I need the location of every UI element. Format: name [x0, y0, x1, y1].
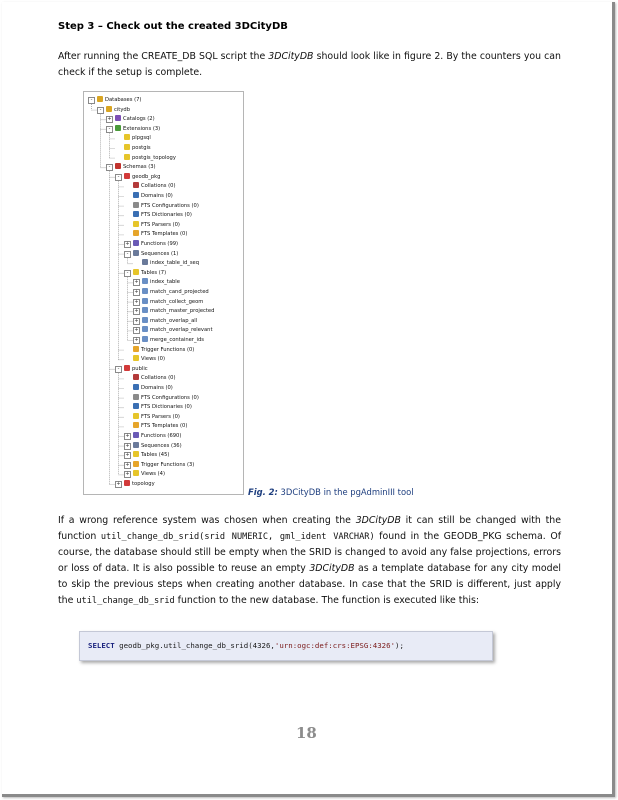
expand-toggle-icon[interactable]: +	[134, 279, 139, 286]
code-end: );	[395, 641, 404, 650]
tree-node-icon	[124, 144, 130, 150]
paragraph-text: found in the GEODB_PKG schema. Of course, the database should still be empty when the SRID is changed to avoid any false projections, errors or loss of data. It is also possible to reuse an empty	[58, 531, 561, 574]
paragraph-text: should look like in figure 2. By the counters you can check if the setup is complete.	[58, 51, 561, 78]
paragraph-srid	[58, 513, 561, 609]
tree-node-icon	[115, 115, 121, 121]
tree-node[interactable]	[124, 211, 192, 220]
tree-node-icon	[142, 336, 148, 342]
tree-node-label: match_overlap_relevant	[150, 327, 213, 334]
section-heading: Step 3 – Check out the created 3DCityDB	[58, 21, 288, 32]
tree-node-label: Tables (7)	[141, 269, 167, 276]
tree-node-label: Collations (0)	[141, 375, 176, 382]
tree-node[interactable]	[133, 307, 214, 316]
expand-toggle-icon[interactable]: +	[125, 452, 130, 459]
tree-node[interactable]	[124, 470, 165, 479]
expand-toggle-icon[interactable]: +	[116, 481, 121, 487]
tree-node[interactable]	[106, 115, 155, 124]
tree-node-icon	[124, 154, 130, 160]
inline-code: util_change_db_srid	[76, 596, 175, 606]
paragraph-text: If a wrong reference system was chosen when creating the	[58, 515, 356, 526]
tree-node-icon	[133, 240, 139, 246]
tree-node[interactable]	[124, 451, 169, 460]
collapse-toggle-icon[interactable]: -	[88, 97, 95, 104]
tree-node-icon	[133, 422, 139, 428]
pgadmin-tree-screenshot	[83, 91, 244, 495]
collapse-toggle-icon[interactable]: -	[124, 270, 131, 277]
tree-node-icon	[142, 317, 148, 323]
tree-node[interactable]	[133, 336, 204, 345]
code-call: geodb_pkg.util_change_db_srid(4326,	[114, 641, 275, 650]
tree-node[interactable]	[124, 413, 180, 422]
tree-node-label: Collations (0)	[141, 183, 176, 190]
tree-node-label: Functions (99)	[141, 241, 179, 247]
tree-node-label: postgis	[132, 145, 151, 151]
tree-node-icon	[133, 230, 139, 236]
tree-node-label: Extensions (3)	[123, 125, 161, 132]
tree-node[interactable]	[124, 394, 199, 403]
tree-node-label: Functions (690)	[141, 433, 182, 439]
tree-node[interactable]	[124, 221, 180, 230]
paragraph-text: function to the new database. The function is executed like this:	[174, 595, 480, 606]
tree-node[interactable]	[124, 230, 187, 239]
tree-node-label: Domains (0)	[141, 193, 173, 199]
tree-node-label: match_master_projected	[150, 308, 215, 315]
tree-node-icon	[133, 461, 139, 467]
tree-node-icon	[133, 413, 139, 419]
tree-node-icon	[142, 278, 148, 284]
tree-node-icon	[124, 134, 130, 140]
tree-node[interactable]	[133, 278, 180, 287]
paragraph-text: as a template database for any city model to skip the previous steps when creating another database. In case that the SRID is different, just apply the	[58, 563, 561, 606]
expand-toggle-icon[interactable]: +	[134, 317, 139, 324]
collapse-toggle-icon[interactable]: -	[124, 251, 131, 258]
caption-text: 3DCityDB in the pgAdminIII tool	[277, 487, 414, 497]
tree-node-icon	[133, 182, 139, 188]
tree-node-label: public	[132, 365, 148, 372]
expand-toggle-icon[interactable]: +	[125, 241, 130, 247]
tree-node-icon	[133, 442, 139, 448]
tree-node-label: index_table	[150, 279, 180, 286]
tree-node[interactable]	[106, 125, 160, 134]
tree-node[interactable]	[133, 298, 203, 307]
tree-node-icon	[133, 451, 139, 457]
tree-node[interactable]	[115, 134, 151, 143]
tree-node-label: Catalogs (2)	[123, 116, 155, 123]
expand-toggle-icon[interactable]: +	[125, 442, 130, 449]
tree-node-label: Schemas (3)	[123, 164, 156, 171]
tree-node-icon	[115, 163, 121, 169]
tree-node-icon	[115, 125, 121, 131]
tree-node-label: topology	[132, 481, 155, 487]
tree-node-icon	[133, 250, 139, 256]
tree-node-label: Views (4)	[141, 471, 166, 478]
collapse-toggle-icon[interactable]: -	[115, 366, 122, 373]
expand-toggle-icon[interactable]: +	[125, 461, 130, 468]
tree-node[interactable]	[97, 106, 130, 115]
caption-label: Fig. 2:	[248, 487, 278, 497]
code-string: 'urn:ogc:def:crs:EPSG:4326'	[274, 641, 396, 650]
tree-node-label: match_overlap_all	[150, 317, 198, 324]
emphasis-text: 3DCityDB	[309, 563, 355, 574]
tree-node-icon	[133, 202, 139, 208]
tree-node[interactable]	[115, 480, 155, 489]
tree-node[interactable]	[133, 259, 199, 268]
tree-node-icon	[133, 355, 139, 361]
tree-node[interactable]	[124, 355, 165, 364]
tree-node-label: geodb_pkg	[132, 173, 161, 180]
tree-node-icon	[124, 480, 130, 486]
tree-node[interactable]	[115, 173, 160, 182]
tree-node[interactable]	[88, 96, 141, 105]
tree-node[interactable]	[124, 432, 181, 441]
tree-node-icon	[133, 374, 139, 380]
tree-node-icon	[133, 394, 139, 400]
tree-node-icon	[142, 307, 148, 313]
tree-node-icon	[133, 192, 139, 198]
tree-node[interactable]	[124, 182, 176, 191]
tree-node-label: Sequences (36)	[141, 442, 182, 449]
expand-toggle-icon[interactable]: +	[134, 289, 139, 295]
tree-node-icon	[133, 211, 139, 217]
page-number: 18	[296, 724, 317, 742]
expand-toggle-icon[interactable]: +	[134, 337, 139, 343]
tree-node[interactable]	[124, 240, 178, 249]
tree-node-icon	[133, 403, 139, 409]
tree-node-label: Databases (7)	[105, 97, 142, 103]
expand-toggle-icon[interactable]: +	[134, 327, 139, 334]
tree-node-icon	[133, 269, 139, 275]
expand-toggle-icon[interactable]: +	[107, 116, 112, 123]
tree-node[interactable]	[124, 384, 173, 393]
tree-node[interactable]	[115, 365, 148, 374]
tree-node[interactable]	[124, 192, 173, 201]
tree-node-label: merge_container_ids	[150, 337, 204, 343]
tree-node[interactable]	[133, 317, 197, 326]
tree-node-icon	[106, 106, 112, 112]
tree-node-icon	[124, 173, 130, 179]
tree-node[interactable]	[124, 374, 176, 383]
expand-toggle-icon[interactable]: +	[125, 471, 130, 478]
tree-node-icon	[97, 96, 103, 102]
emphasis-text: 3DCityDB	[268, 51, 314, 62]
tree-node[interactable]	[124, 422, 187, 431]
collapse-toggle-icon[interactable]: -	[106, 164, 113, 171]
tree-node-label: Trigger Functions (3)	[141, 461, 195, 468]
tree-node[interactable]	[133, 288, 209, 297]
code-keyword: SELECT	[88, 641, 115, 650]
code-line	[88, 641, 404, 650]
tree-node-icon	[133, 470, 139, 476]
tree-node-label: FTS Parsers (0)	[141, 413, 180, 420]
tree-node[interactable]	[124, 202, 199, 211]
tree-node-label: Trigger Functions (0)	[141, 346, 195, 353]
tree-node[interactable]	[115, 154, 176, 163]
tree-node[interactable]	[124, 403, 192, 412]
tree-node-icon	[124, 365, 130, 371]
tree-node-icon	[133, 346, 139, 352]
tree-node[interactable]	[133, 326, 213, 335]
tree-node-icon	[142, 259, 148, 265]
tree-node-label: match_cand_projected	[150, 289, 209, 295]
tree-node-icon	[133, 221, 139, 227]
tree-node-icon	[133, 432, 139, 438]
tree-node-label: FTS Templates (0)	[141, 231, 188, 238]
tree-node-label: plpgsql	[132, 135, 151, 142]
tree-node-label: Sequences (1)	[141, 250, 179, 257]
collapse-toggle-icon[interactable]: -	[97, 107, 104, 114]
tree-node[interactable]	[124, 442, 182, 451]
tree-node[interactable]	[124, 250, 178, 259]
expand-toggle-icon[interactable]: +	[134, 298, 139, 305]
tree-node[interactable]	[124, 346, 194, 355]
tree-node-label: FTS Parsers (0)	[141, 221, 180, 228]
tree-node-label: Tables (45)	[141, 452, 170, 459]
tree-node-label: match_collect_geom	[150, 298, 204, 305]
expand-toggle-icon[interactable]: +	[134, 308, 139, 315]
tree-node-label: FTS Dictionaries (0)	[141, 404, 192, 411]
tree-node-icon	[142, 326, 148, 332]
tree-node-label: Views (0)	[141, 356, 166, 363]
inline-code: util_change_db_srid(srid NUMERIC, gml_ident VARCHAR)	[100, 532, 375, 542]
tree-node-label: FTS Templates (0)	[141, 423, 188, 430]
tree-node-label: citydb	[114, 106, 130, 113]
tree-node[interactable]	[124, 269, 166, 278]
tree-node-icon	[133, 384, 139, 390]
collapse-toggle-icon[interactable]: -	[106, 126, 113, 133]
tree-node-label: FTS Configurations (0)	[141, 394, 199, 401]
tree-node-label: postgis_topology	[132, 154, 176, 161]
tree-node[interactable]	[115, 144, 151, 153]
collapse-toggle-icon[interactable]: -	[115, 174, 122, 181]
tree-node[interactable]	[106, 163, 156, 172]
tree-node-label: FTS Dictionaries (0)	[141, 212, 192, 219]
code-block	[79, 631, 493, 661]
tree-node[interactable]	[124, 461, 194, 470]
paragraph-intro	[58, 49, 561, 81]
figure-caption	[248, 487, 414, 497]
tree-node-label: Domains (0)	[141, 385, 173, 391]
tree-node-label: FTS Configurations (0)	[141, 202, 199, 209]
tree-node-icon	[142, 298, 148, 304]
tree-node-label: index_table_id_seq	[150, 260, 200, 267]
emphasis-text: 3DCityDB	[355, 515, 401, 526]
paragraph-text: After running the CREATE_DB SQL script the	[58, 51, 269, 62]
paragraph-text: it can still be changed with the function	[58, 515, 561, 542]
tree-node-icon	[142, 288, 148, 294]
expand-toggle-icon[interactable]: +	[125, 433, 130, 439]
